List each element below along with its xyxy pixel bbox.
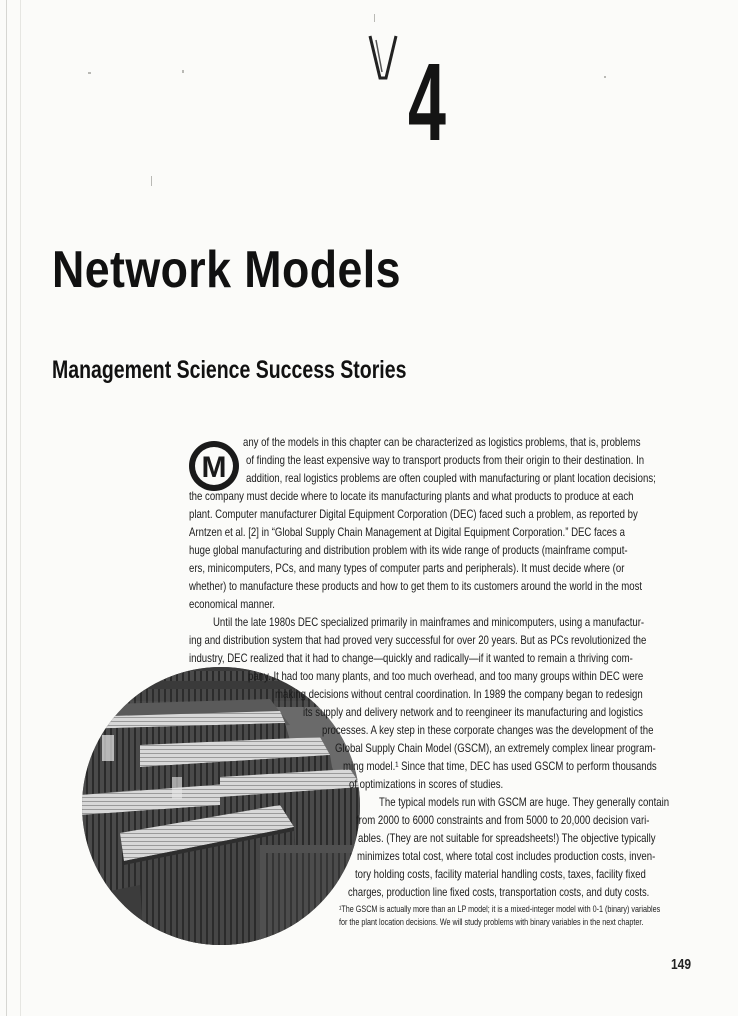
chapter-title: Network Models xyxy=(52,241,401,299)
text-line: Global Supply Chain Model (GSCM), an extremely complex linear program- xyxy=(335,741,656,755)
text-line: any of the models in this chapter can be characterized as logistics problems, that is, problems xyxy=(243,435,641,449)
text-line: Until the late 1980s DEC specialized primarily in mainframes and minicomputers, using a manufactur- xyxy=(213,615,645,629)
text-line: ing and distribution system that had proved very successful for over 20 years. But as PCs revolutionized the xyxy=(189,633,647,647)
text-line: plant. Computer manufacturer Digital Equipment Corporation (DEC) faced such a problem, as reported by xyxy=(189,507,638,521)
margin-annotation-mark xyxy=(366,34,400,86)
text-line: pany. It had too many plants, and too much overhead, and too many groups within DEC were xyxy=(248,669,644,683)
text-line: ers, minicomputers, PCs, and many types of computer parts and peripherals). It must decide where (or xyxy=(189,561,625,575)
text-line: minimizes total cost, where total cost includes production costs, inven- xyxy=(357,849,656,863)
text-line: economical manner. xyxy=(189,597,275,611)
text-line: The typical models run with GSCM are huge. They generally contain xyxy=(379,795,670,809)
text-line: huge global manufacturing and distribution problem with its wide range of products (mainframe comput- xyxy=(189,543,628,557)
text-line: ables. (They are not suitable for spreadsheets!) The objective typically xyxy=(358,831,656,845)
section-heading: Management Science Success Stories xyxy=(52,356,407,384)
text-line: of optimizations in scores of studies. xyxy=(349,777,504,791)
text-line: addition, real logistics problems are often coupled with manufacturing or plant location decisions; xyxy=(246,471,656,485)
page-edge-shadow xyxy=(6,0,7,1016)
chapter-number: 4 xyxy=(408,41,446,164)
text-line: ming model.¹ Since that time, DEC has used GSCM to perform thousands xyxy=(343,759,657,773)
text-line: making decisions without central coordination. In 1989 the company began to redesign xyxy=(275,687,643,701)
scan-speck xyxy=(88,72,91,74)
text-line: Arntzen et al. [2] in “Global Supply Chain Management at Digital Equipment Corporation.” DEC faces a xyxy=(189,525,625,539)
text-line: tory holding costs, facility material handling costs, taxes, facility fixed xyxy=(355,867,646,881)
scan-speck xyxy=(182,70,184,73)
drop-cap-badge xyxy=(188,440,240,492)
scan-speck xyxy=(374,14,375,22)
text-line: its supply and delivery network and to reengineer its manufacturing and logistics xyxy=(303,705,643,719)
page-number: 149 xyxy=(671,956,692,973)
text-line: charges, production line fixed costs, transportation costs, and duty costs. xyxy=(348,885,650,899)
scan-speck xyxy=(604,76,606,78)
footnote-line: for the plant location decisions. We will study problems with binary variables in the next chapter. xyxy=(339,917,644,927)
scan-speck xyxy=(151,176,152,186)
text-line: industry, DEC realized that it had to change—quickly and radically—if it wanted to remain a thriving com- xyxy=(189,651,633,665)
text-line: from 2000 to 6000 constraints and from 5000 to 20,000 decision vari- xyxy=(356,813,650,827)
footnote-line: ¹The GSCM is actually more than an LP model; it is a mixed-integer model with 0-1 (binary) variables xyxy=(339,904,661,914)
text-line: processes. A key step in these corporate changes was the development of the xyxy=(322,723,654,737)
text-line: the company must decide where to locate its manufacturing plants and what products to produce at each xyxy=(189,489,634,503)
text-line: whether) to manufacture these products and how to get them to its customers around the world in the most xyxy=(189,579,643,593)
text-line: of finding the least expensive way to transport products from their origin to their destination. In xyxy=(246,453,645,467)
page-edge-shadow xyxy=(20,0,21,1016)
drop-cap-letter: M xyxy=(201,451,227,484)
